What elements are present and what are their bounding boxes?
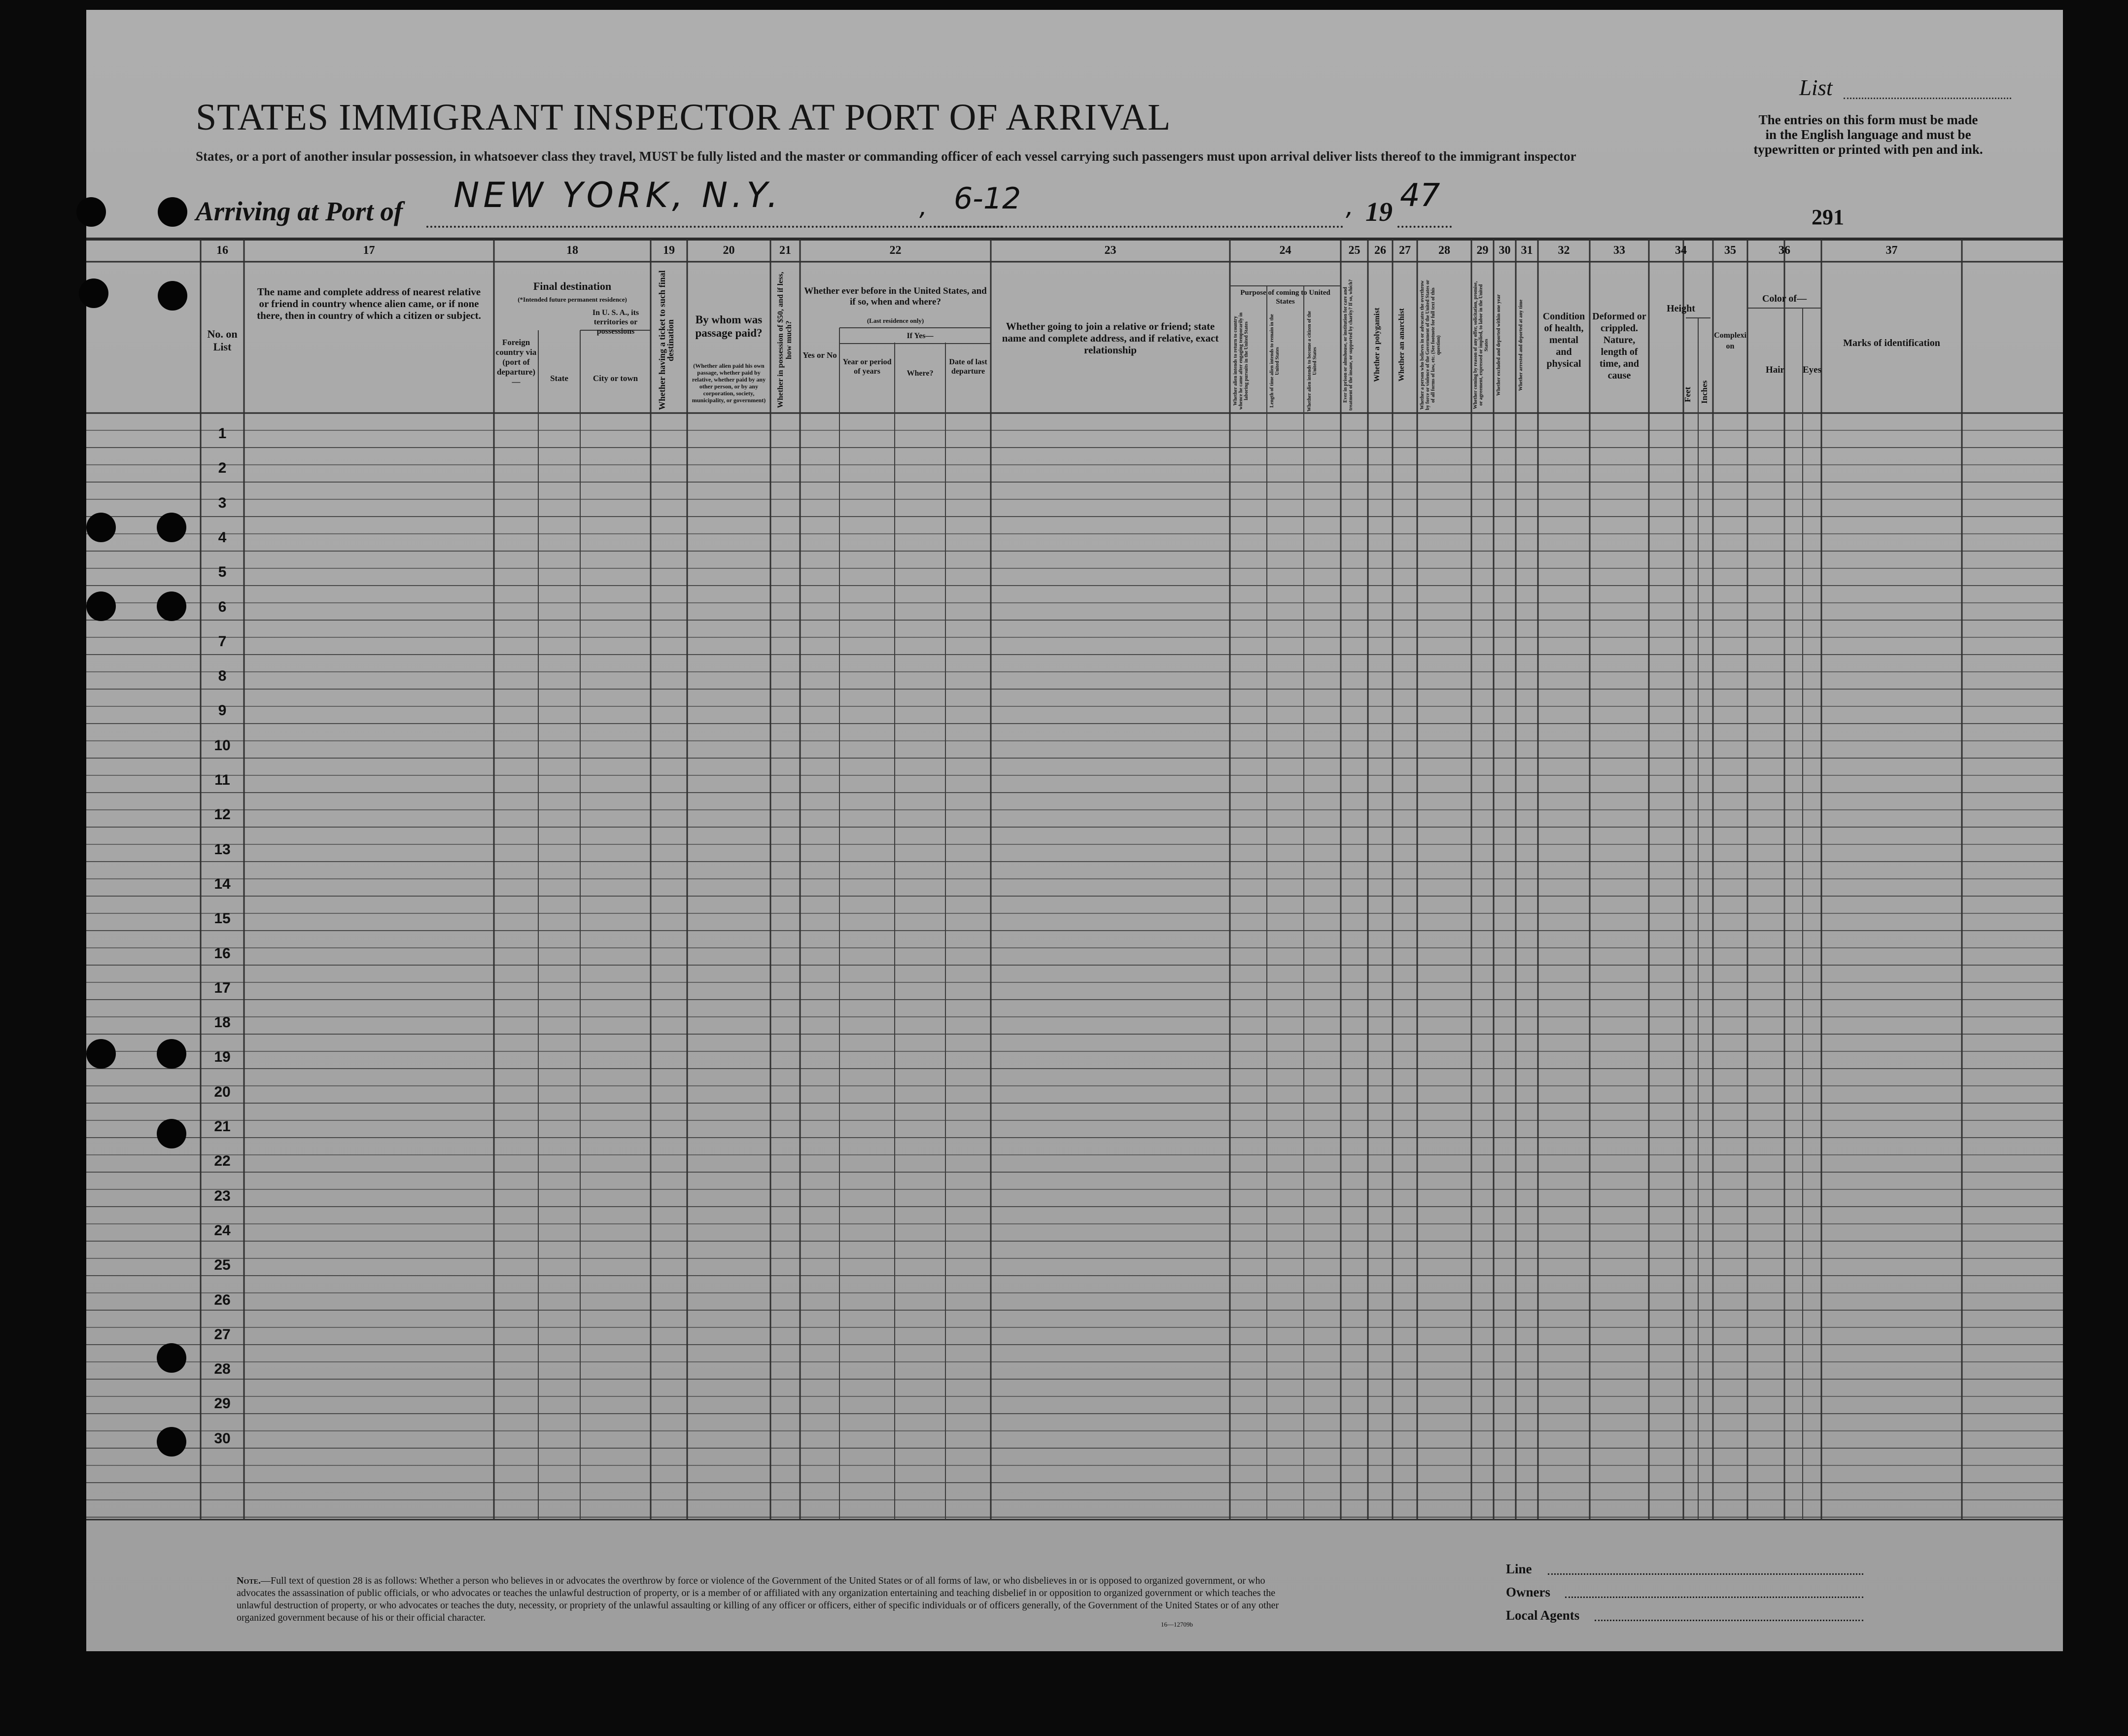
hdr-where: Where? <box>907 369 934 378</box>
row-number: 10 <box>214 737 231 754</box>
col-num-30: 30 <box>1499 244 1511 257</box>
binder-hole <box>157 1119 186 1148</box>
hdr-eyes: Eyes <box>1803 365 1821 375</box>
binder-hole <box>86 513 116 542</box>
hdr-arrested: Whether arrested and deported at any time <box>1518 299 1524 391</box>
hdr-excluded: Whether excluded and deported within one year <box>1496 294 1501 396</box>
row-number: 19 <box>214 1049 231 1066</box>
row-number: 29 <box>214 1395 231 1412</box>
hdr-join-relative: Whether going to join a relative or friend; state name and complete address, and if relative, exact relationship <box>1002 320 1219 356</box>
binder-hole <box>157 1343 186 1373</box>
port-value[interactable]: NEW YORK, N.Y. <box>454 175 782 215</box>
page-number: 291 <box>1812 205 1844 229</box>
hdr-prison: Ever in prison or almshouse, or institution for care and treatment of the insane, or supported by charity? If so, which? <box>1343 279 1354 411</box>
hdr-purpose-b: Length of time alien intends to remain in the United States <box>1269 314 1280 408</box>
hdr-ever-before: Whether ever before in the United States, and if so, when and where? <box>804 286 987 307</box>
row-number: 2 <box>218 460 227 477</box>
form-title: STATES IMMIGRANT INSPECTOR AT PORT OF ARRIVAL <box>196 97 1171 138</box>
row-number: 1 <box>218 425 227 442</box>
manifest-sheet <box>86 10 2063 1651</box>
hdr-overthrow: Whether a person who believes in or advocates the overthrow by force or violence of the Government of the United States or of all forms of law, etc. (See footnote for full text of this question) <box>1420 279 1441 411</box>
hdr-final-destination-sub: (*Intended future permanent residence) <box>518 296 627 303</box>
col-num-25: 25 <box>1348 244 1361 257</box>
binder-hole <box>86 591 116 621</box>
col-num-17: 17 <box>363 244 375 257</box>
owners-label: Owners <box>1506 1585 1550 1599</box>
row-number: 5 <box>218 564 227 581</box>
row-number: 7 <box>218 633 227 650</box>
hdr-marks: Marks of identification <box>1843 338 1940 348</box>
col-num-21: 21 <box>779 244 791 257</box>
binder-hole <box>157 513 186 542</box>
footnote-q28 <box>237 1575 1306 1624</box>
col-num-20: 20 <box>723 244 735 257</box>
hdr-last-residence: (Last residence only) <box>867 317 924 324</box>
list-label: List <box>1799 75 1833 100</box>
row-number-column <box>203 413 242 1520</box>
col-num-27: 27 <box>1399 244 1411 257</box>
hdr-health: Condition of health, mental and physical <box>1542 311 1585 369</box>
row-number: 28 <box>214 1361 231 1378</box>
binder-hole <box>86 1039 116 1069</box>
col-num-28: 28 <box>1438 244 1450 257</box>
hdr-polygamist: Whether a polygamist <box>1373 308 1381 382</box>
hdr-color-of: Color of— <box>1762 293 1807 304</box>
hdr-year-period: Year or period of years <box>842 358 892 376</box>
hdr-ticket: Whether having a ticket to such final destination <box>657 270 675 410</box>
hdr-state: State <box>550 374 568 383</box>
binder-hole <box>76 197 106 227</box>
comma-2: , <box>1346 192 1354 221</box>
hdr-labor-offer: Whether coming by reason of any offer, solicitation, promise, or agreement, expressed or implied, to labor in the United States <box>1473 281 1489 409</box>
hdr-no-on-list: No. on List <box>207 328 238 353</box>
form-subtitle: States, or a port of another insular possession, in whatsoever class they travel, MUST be fully listed and the master or commanding officer of each vessel carrying such passengers must upon arrival deliver lists thereof to the immigrant inspector <box>196 149 1576 164</box>
hdr-anarchist: Whether an anarchist <box>1397 308 1406 382</box>
form-code: 16—12709b <box>1161 1621 1193 1628</box>
row-number: 16 <box>214 945 231 962</box>
binder-hole <box>157 591 186 621</box>
instruction-notice: The entries on this form must be made in the English language and must be typewritten or printed with pen and ink. <box>1753 112 1983 157</box>
col-num-34: 34 <box>1675 244 1687 257</box>
row-number: 23 <box>214 1187 231 1204</box>
row-number: 9 <box>218 702 227 719</box>
row-number: 21 <box>214 1118 231 1135</box>
col-num-32: 32 <box>1558 244 1570 257</box>
owners-field[interactable] <box>1565 1597 1863 1598</box>
row-number: 17 <box>214 979 231 996</box>
comma-1: , <box>919 192 927 221</box>
line-label: Line <box>1506 1562 1532 1576</box>
binder-hole <box>79 278 108 308</box>
row-number: 27 <box>214 1326 231 1343</box>
col-num-22: 22 <box>889 244 902 257</box>
agents-field[interactable] <box>1595 1620 1863 1621</box>
row-number: 6 <box>218 598 227 615</box>
col-num-33: 33 <box>1613 244 1625 257</box>
row-number: 20 <box>214 1083 231 1100</box>
col-num-16: 16 <box>216 244 228 257</box>
hdr-yes-no: Yes or No <box>802 350 837 360</box>
col-num-29: 29 <box>1476 244 1489 257</box>
hdr-if-yes: If Yes— <box>907 332 934 340</box>
col-num-35: 35 <box>1724 244 1736 257</box>
hdr-fifty-dollars: Whether in possession of $50, and if less, how much? <box>776 272 793 409</box>
year-value[interactable]: 47 <box>1400 177 1440 214</box>
col-num-26: 26 <box>1374 244 1386 257</box>
binder-hole <box>158 197 187 227</box>
manifest-grid <box>86 239 2063 1535</box>
row-number: 12 <box>214 806 231 823</box>
hdr-nearest-relative: The name and complete address of nearest relative or friend in country whence alien came, or if none there, then in country of which a citizen or subject. <box>257 286 481 321</box>
hdr-city: City or town <box>593 374 638 383</box>
row-number: 15 <box>214 910 231 927</box>
row-number: 3 <box>218 494 227 511</box>
row-number: 18 <box>214 1014 231 1031</box>
hdr-last-departure: Date of last departure <box>949 358 987 376</box>
port-label: Arriving at Port of <box>196 196 403 226</box>
row-number: 13 <box>214 841 231 858</box>
hdr-purpose-c: Whether alien intends to become a citizen of the United States <box>1307 311 1318 412</box>
agents-label: Local Agents <box>1506 1608 1580 1623</box>
row-number: 11 <box>214 772 230 788</box>
col-num-36: 36 <box>1779 244 1790 257</box>
row-number: 14 <box>214 875 231 892</box>
binder-hole <box>157 1039 186 1069</box>
col-num-37: 37 <box>1885 244 1898 257</box>
hdr-inches: Inches <box>1700 380 1709 404</box>
binder-hole <box>157 1427 186 1457</box>
list-field[interactable] <box>1844 98 2011 99</box>
row-number: 25 <box>214 1257 231 1274</box>
col-num-31: 31 <box>1521 244 1533 257</box>
footnote-label: Note. <box>237 1575 261 1586</box>
hdr-deformed: Deformed or crippled. Nature, length of time, and cause <box>1592 311 1646 381</box>
column-header-area <box>86 239 2063 413</box>
hdr-feet: Feet <box>1683 386 1692 402</box>
date-line <box>934 226 1343 228</box>
hdr-height: Height <box>1667 303 1695 314</box>
col-num-19: 19 <box>663 244 675 257</box>
date-value[interactable]: 6-12 <box>954 181 1021 216</box>
hdr-hair: Hair <box>1766 365 1784 375</box>
hdr-purpose: Purpose of coming to United States <box>1240 289 1330 306</box>
row-number: 30 <box>214 1430 231 1447</box>
line-field[interactable] <box>1548 1573 1863 1575</box>
year-line <box>1397 226 1452 228</box>
hdr-passage-note: (Whether alien paid his own passage, whether paid by relative, whether paid by any other person, or by any corporation, society, municipality, or government) <box>692 362 766 404</box>
row-number: 26 <box>214 1291 231 1308</box>
row-number: 24 <box>214 1222 231 1239</box>
binder-hole <box>158 281 187 311</box>
hdr-in-usa: In U. S. A., its territories or possessions <box>592 309 639 336</box>
hdr-complexion: Complexion <box>1714 331 1746 350</box>
year-prefix: 19 <box>1365 197 1393 227</box>
col-num-18: 18 <box>566 244 578 257</box>
row-number: 22 <box>214 1153 231 1170</box>
hdr-passage-paid: By whom was passage paid? <box>695 313 763 339</box>
hdr-purpose-a: Whether alien intends to return to country whence he came after engaging temporarily in laboring pursuits in the United States <box>1233 312 1249 410</box>
row-number: 4 <box>218 529 227 546</box>
col-num-23: 23 <box>1104 244 1116 257</box>
col-num-24: 24 <box>1279 244 1291 257</box>
footnote-text: —Full text of question 28 is as follows: Whether a person who believes in or advocates the overthrow by force or violence of the Government of the United States or of all forms of law, or who disbelieves in or is opposed to organized government, or who advocates the assassination of public officials, or who advocates or teaches the unlawful destruction of property, or is a member of or affiliated with any organization entertaining and teaching disbelief in or opposition to organized government or which teaches the unlawful destruction of property, or who advocates or teaches the duty, necessity, or propriety of the unlawful assaulting or killing of any officer or officers, either of specific individuals or of officers generally, of the Government of the United States or of any other organized government because of his or their official character. <box>237 1575 1279 1623</box>
hdr-foreign-country: Foreign country via (port of departure)— <box>495 338 537 386</box>
hdr-final-destination: Final destination <box>533 280 612 292</box>
row-number: 8 <box>218 668 227 685</box>
port-line <box>426 226 1003 228</box>
